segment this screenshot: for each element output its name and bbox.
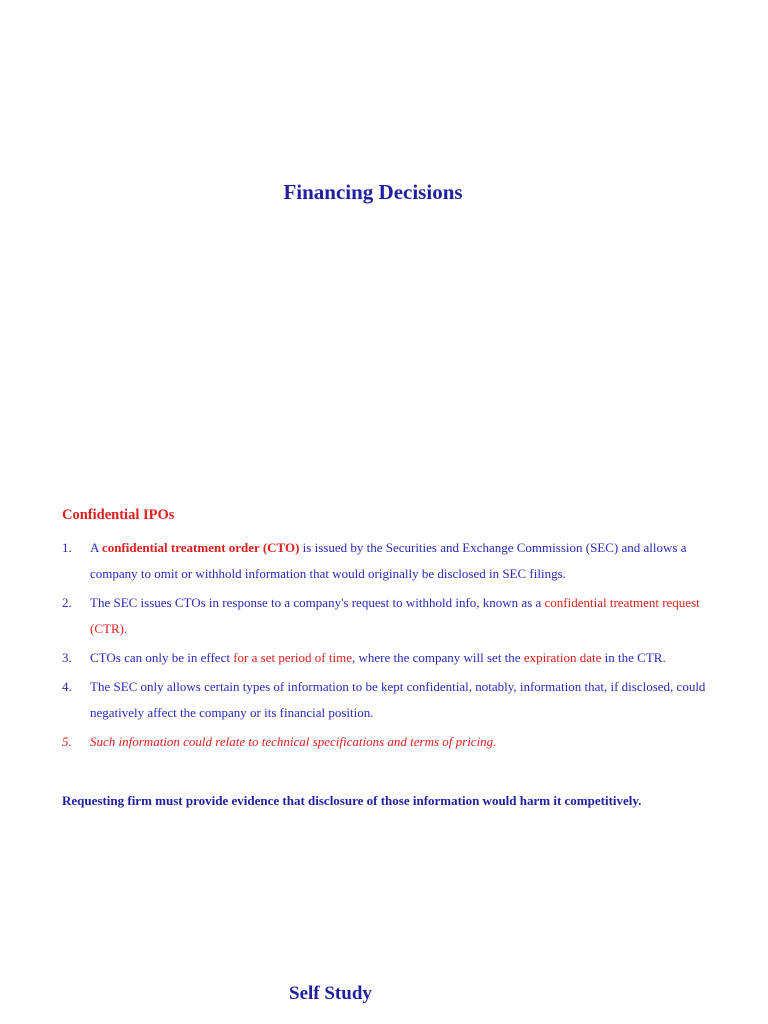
highlight-term: confidential treatment request (CTR). [90, 595, 700, 636]
list-item-number: 4. [62, 679, 72, 694]
list-item-number: 5. [62, 734, 72, 749]
list-item-number: 1. [62, 540, 72, 555]
highlight-term: confidential treatment order (CTO) [101, 540, 300, 555]
highlight-term: expiration date [523, 650, 602, 665]
list-item [62, 535, 722, 587]
list-item [62, 590, 722, 642]
list-item [62, 674, 722, 726]
list-item-text: , where the company will set the [351, 650, 524, 665]
page-title: Financing Decisions [283, 180, 463, 204]
list-item-number: 3. [62, 650, 72, 665]
list-item-text: CTOs can only be in effect [90, 650, 234, 665]
section-heading: Confidential IPOs [62, 507, 175, 523]
list-item-text: The SEC issues CTOs in response to a company's request to withhold info, known as a [90, 595, 545, 610]
list-item-text: Such information could relate to technical specifications and terms of pricing. [90, 734, 497, 749]
highlight-term: for a set period of time [233, 650, 352, 665]
list-item-text: The SEC only allows certain types of information to be kept confidential, notably, information that, if disclosed, could negatively affect the company or its financial position. [90, 679, 706, 720]
numbered-list [62, 535, 722, 758]
list-item [62, 645, 722, 671]
list-item-text: is issued by the Securities and Exchange Commission (SEC) and allows a company to omit or withhold information that would originally be disclosed in SEC filings. [90, 540, 687, 581]
list-item-number: 2. [62, 595, 72, 610]
footer-title: Self Study [289, 983, 372, 1004]
closing-note: Requesting firm must provide evidence that disclosure of those information would harm it competitively. [62, 793, 642, 808]
list-item-text: A [90, 540, 102, 555]
list-item-text: in the CTR. [601, 650, 666, 665]
list-item [62, 729, 722, 755]
